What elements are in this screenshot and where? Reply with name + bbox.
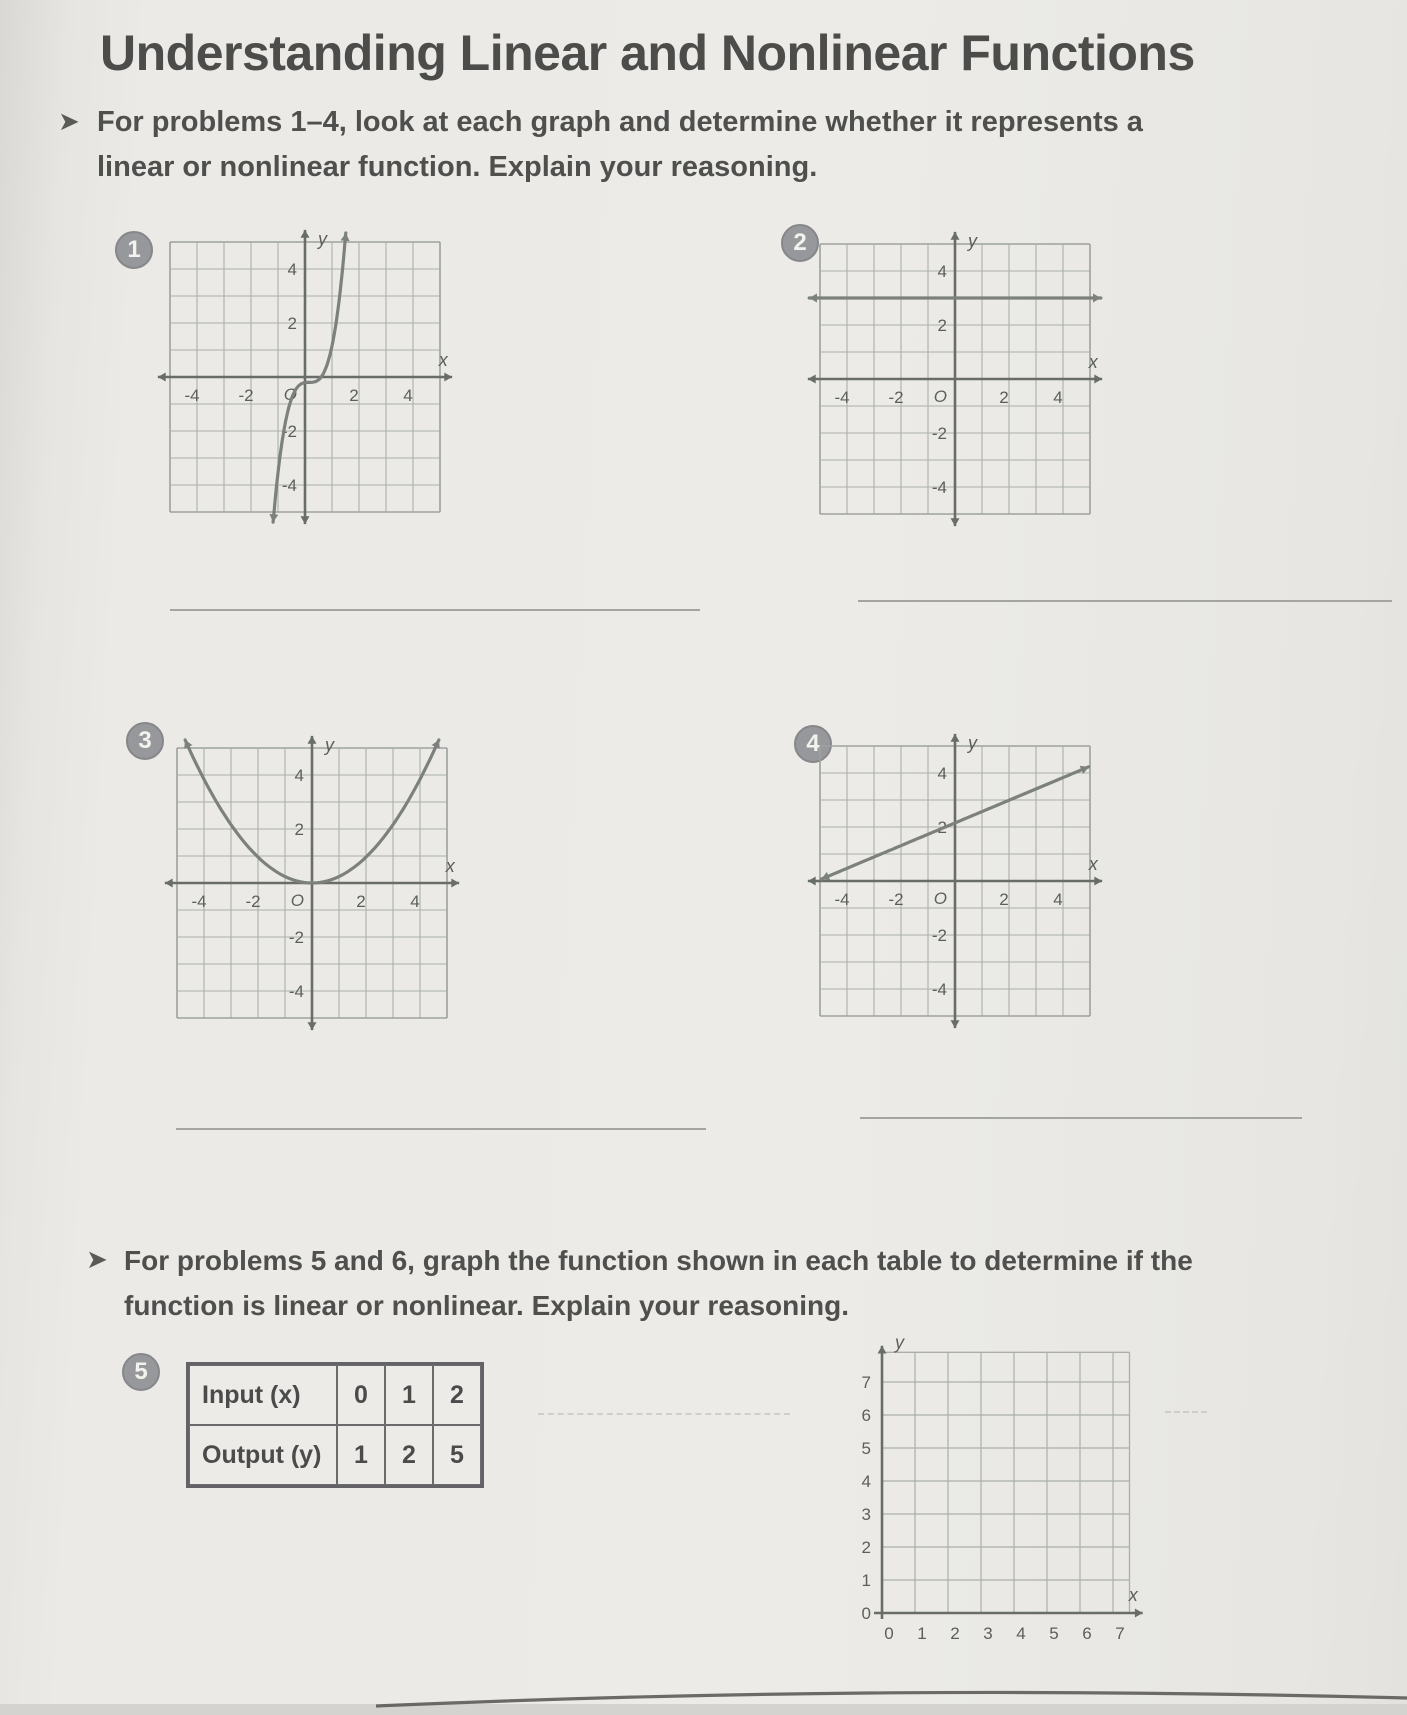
answer-line-2 xyxy=(858,600,1392,602)
svg-text:-2: -2 xyxy=(888,388,904,407)
svg-text:4: 4 xyxy=(287,260,297,279)
svg-text:-2: -2 xyxy=(288,928,304,947)
svg-text:6: 6 xyxy=(1082,1624,1092,1643)
svg-text:-4: -4 xyxy=(931,478,947,497)
svg-text:6: 6 xyxy=(861,1406,871,1425)
svg-text:1: 1 xyxy=(861,1571,871,1590)
svg-text:4: 4 xyxy=(410,892,420,911)
problem-2-badge: 2 xyxy=(781,224,819,262)
svg-text:-4: -4 xyxy=(834,388,850,407)
table-row-header-output: Output (y) xyxy=(189,1425,337,1485)
svg-text:x: x xyxy=(1088,352,1098,372)
svg-text:3: 3 xyxy=(983,1624,993,1643)
svg-text:2: 2 xyxy=(861,1538,871,1557)
instruction-line: For problems 1–4, look at each graph and determine whether it represents a xyxy=(97,106,1143,138)
problem-5-badge: 5 xyxy=(122,1353,160,1391)
svg-text:O: O xyxy=(933,889,947,908)
instructions-problems-1-4 xyxy=(97,100,1143,190)
svg-text:4: 4 xyxy=(1053,890,1063,909)
svg-text:-2: -2 xyxy=(238,386,254,405)
table-cell: 2 xyxy=(385,1425,433,1485)
svg-text:-2: -2 xyxy=(931,926,947,945)
page-bottom-edge xyxy=(0,1672,1407,1712)
svg-text:4: 4 xyxy=(1016,1624,1026,1643)
graph-canvas xyxy=(164,735,460,1031)
svg-text:-4: -4 xyxy=(184,386,200,405)
svg-text:y: y xyxy=(895,1332,904,1353)
table-row-header-input: Input (x) xyxy=(189,1365,337,1425)
svg-text:4: 4 xyxy=(937,262,947,281)
problem-2-graph xyxy=(807,231,1103,532)
table-cell: 1 xyxy=(385,1365,433,1425)
problem-1-badge: 1 xyxy=(115,231,153,269)
svg-text:-4: -4 xyxy=(834,890,850,909)
svg-text:2: 2 xyxy=(356,892,366,911)
problem-3-graph xyxy=(164,735,460,1036)
svg-text:y: y xyxy=(318,228,327,249)
scan-artifact-dashes xyxy=(538,1413,790,1415)
svg-text:2: 2 xyxy=(937,818,947,837)
svg-text:-2: -2 xyxy=(888,890,904,909)
svg-text:7: 7 xyxy=(1115,1624,1125,1643)
problem-4-badge: 4 xyxy=(794,725,832,763)
instruction-line: linear or nonlinear function. Explain your reasoning. xyxy=(97,151,818,183)
svg-text:4: 4 xyxy=(1053,388,1063,407)
problem-1-graph xyxy=(157,229,453,530)
svg-text:4: 4 xyxy=(937,764,947,783)
svg-text:2: 2 xyxy=(287,314,297,333)
svg-text:y: y xyxy=(968,732,977,753)
instruction-line: For problems 5 and 6, graph the function shown in each table to determine if the xyxy=(124,1245,1193,1276)
svg-text:2: 2 xyxy=(999,890,1009,909)
svg-text:x: x xyxy=(1088,854,1098,874)
page-title: Understanding Linear and Nonlinear Functions xyxy=(100,25,1195,81)
svg-text:-4: -4 xyxy=(281,476,297,495)
instruction-line: function is linear or nonlinear. Explain your reasoning. xyxy=(124,1290,850,1321)
svg-text:-2: -2 xyxy=(931,424,947,443)
svg-text:O: O xyxy=(290,891,304,910)
svg-text:y: y xyxy=(325,734,334,755)
svg-text:4: 4 xyxy=(294,766,304,785)
svg-text:x: x xyxy=(1128,1585,1138,1605)
graph-canvas xyxy=(807,231,1103,527)
scan-artifact-dashes xyxy=(1165,1411,1207,1413)
svg-text:-4: -4 xyxy=(288,982,304,1001)
graph-canvas xyxy=(157,229,453,525)
svg-text:0: 0 xyxy=(884,1624,894,1643)
svg-text:3: 3 xyxy=(861,1505,871,1524)
answer-line-1 xyxy=(170,609,700,611)
svg-text:4: 4 xyxy=(403,386,413,405)
svg-text:2: 2 xyxy=(937,316,947,335)
svg-text:O: O xyxy=(283,385,297,404)
svg-text:O: O xyxy=(933,387,947,406)
svg-text:-4: -4 xyxy=(191,892,207,911)
svg-text:4: 4 xyxy=(861,1472,871,1491)
svg-text:2: 2 xyxy=(349,386,359,405)
svg-text:7: 7 xyxy=(861,1373,871,1392)
problem-5-blank-grid xyxy=(790,1334,1162,1671)
svg-text:-4: -4 xyxy=(931,980,947,999)
table-cell: 1 xyxy=(337,1425,385,1485)
svg-text:-2: -2 xyxy=(245,892,261,911)
table-cell: 0 xyxy=(337,1365,385,1425)
function-table xyxy=(186,1362,484,1488)
table-cell: 2 xyxy=(433,1365,481,1425)
answer-line-4 xyxy=(860,1117,1302,1119)
svg-text:x: x xyxy=(445,856,455,876)
answer-line-3 xyxy=(176,1128,706,1130)
instructions-problems-5-6 xyxy=(124,1238,1193,1328)
svg-text:y: y xyxy=(968,230,977,251)
svg-text:0: 0 xyxy=(861,1604,871,1623)
svg-text:2: 2 xyxy=(999,388,1009,407)
svg-text:2: 2 xyxy=(950,1624,960,1643)
svg-text:1: 1 xyxy=(917,1624,927,1643)
svg-text:2: 2 xyxy=(294,820,304,839)
svg-text:5: 5 xyxy=(1049,1624,1059,1643)
svg-text:5: 5 xyxy=(861,1439,871,1458)
table-cell: 5 xyxy=(433,1425,481,1485)
bullet-arrow-icon: ➤ xyxy=(58,106,80,136)
graph-canvas xyxy=(807,733,1103,1029)
svg-text:x: x xyxy=(438,350,448,370)
graph-canvas xyxy=(790,1334,1162,1666)
problem-3-badge: 3 xyxy=(126,722,164,760)
bullet-arrow-icon: ➤ xyxy=(86,1244,108,1274)
problem-4-graph xyxy=(807,733,1103,1034)
svg-text:-2: -2 xyxy=(281,422,297,441)
